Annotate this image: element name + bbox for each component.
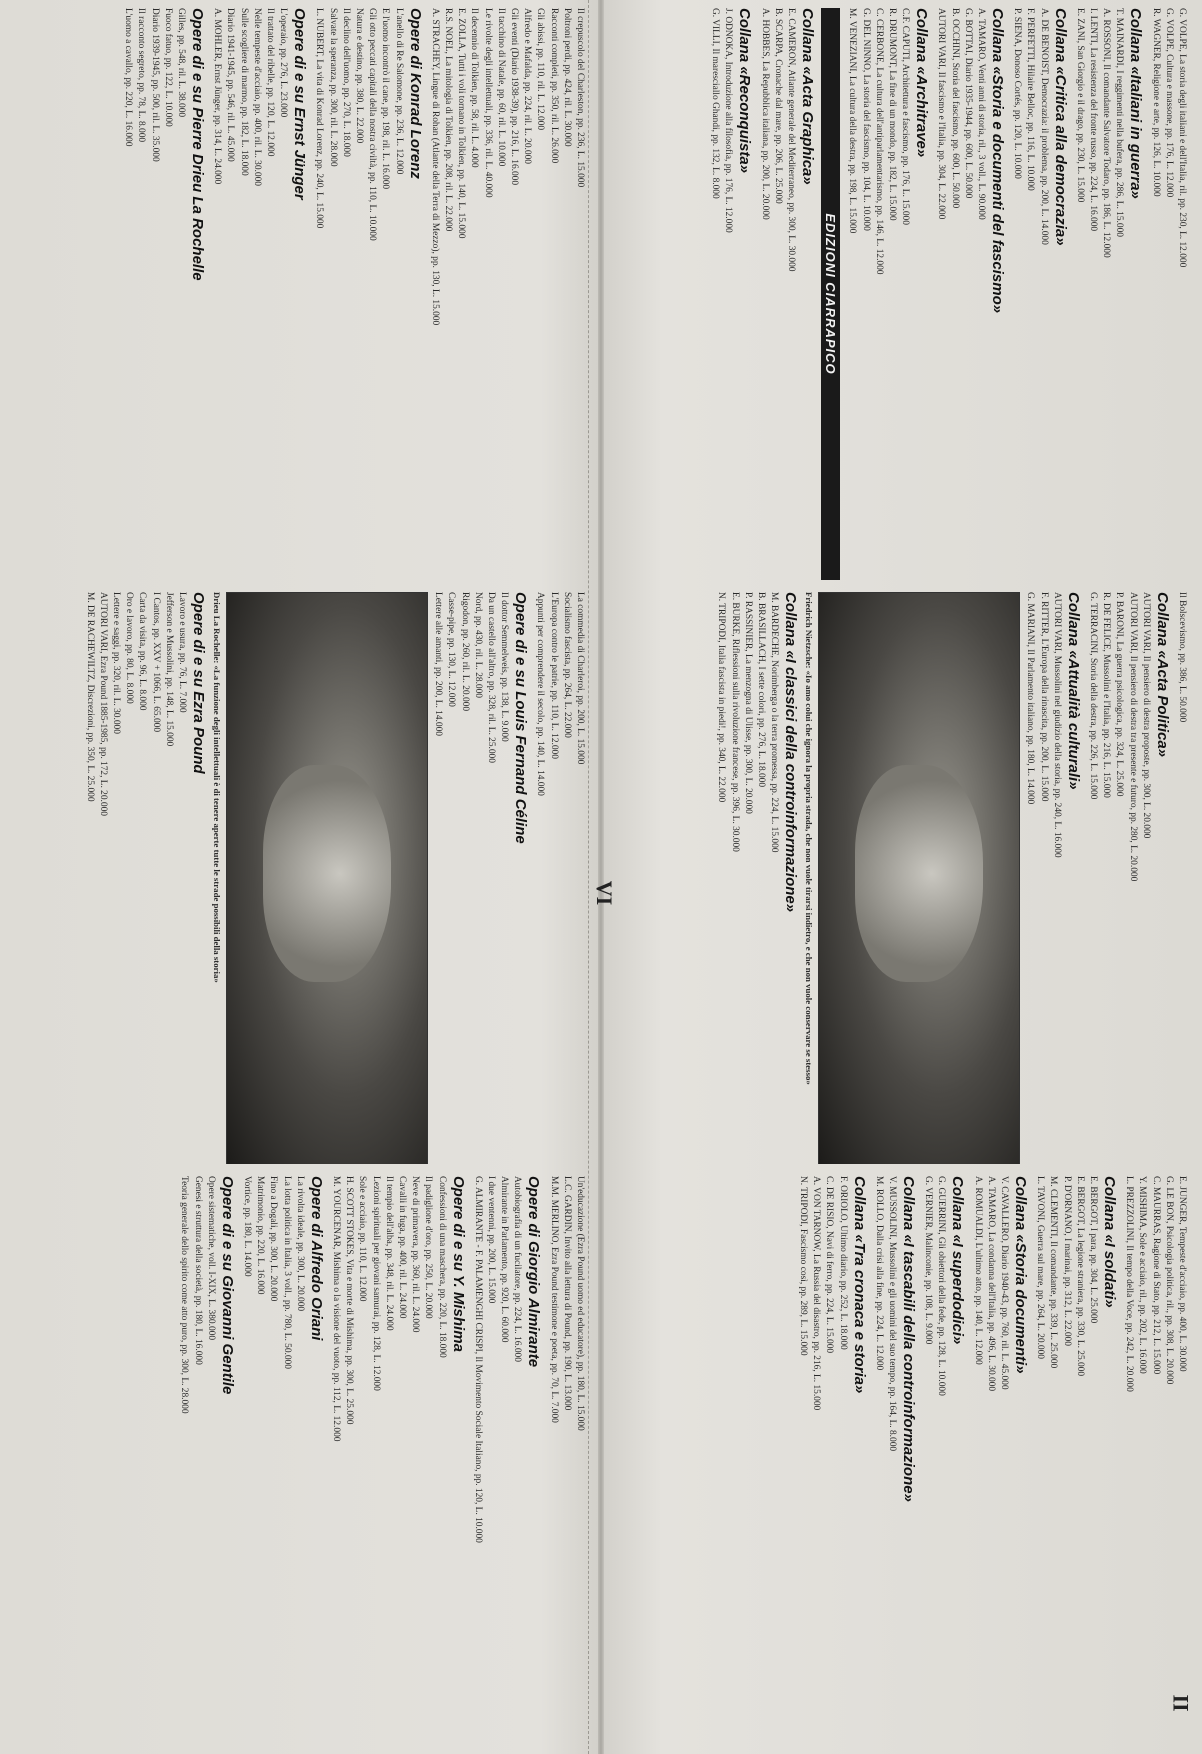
book-entry: Jefferson e Mussolini, pp. 148, L. 15.000: [163, 592, 174, 747]
book-entry: Sole e acciaio, pp. 110, L. 12.000: [357, 1176, 368, 1302]
book-entry: R. DRUMONT, La fine di un mondo, pp. 182, L. 15.000: [886, 8, 897, 221]
left-page-content: [10, 8, 585, 1748]
book-entry: Matrimonio, pp. 220, L. 16.000: [255, 1176, 266, 1295]
book-entry: Il tacchino di Natale, pp. 60, ril. L. 10.000: [495, 8, 506, 167]
book-entry: M. BARDECHE, Norimberga o la terra promessa, pp. 224, L. 15.000: [769, 592, 780, 853]
series-heading: Collana «Italiani in guerra»: [1127, 8, 1145, 199]
book-entry: La rivolta ideale, pp. 300, L. 20.000: [294, 1176, 305, 1312]
book-entry: Socialismo fascista, pp. 264, L. 22.000: [561, 592, 572, 738]
series-heading: Collana «I soldati»: [1100, 1176, 1118, 1308]
book-entry: Il racconto segreto, pp. 78, L. 8.000: [136, 8, 147, 143]
book-entry: E. BERGOT, La legione straniera, pp. 330, L. 25.000: [1074, 1176, 1085, 1377]
book-entry: A. HOBBES, La Repubblica italiana, pp. 200, L. 20.000: [759, 8, 770, 220]
book-entry: G. DEL NINNO, La storia del fascismo, pp. 104, L. 10.000: [860, 8, 871, 231]
book-entry: L'anello di Re Salomone, pp. 236, L. 12.000: [393, 8, 404, 175]
book-entry: C. MAURRAS, Ragione di Stato, pp. 212, L. 15.000: [1150, 1176, 1161, 1375]
book-entry: C. DE RISIO, Navi di ferro, pp. 224, L. 15.000: [824, 1176, 835, 1354]
book-entry: B. SCARPA, Cronache dal mare, pp. 206, L. 25.000: [772, 8, 783, 204]
publisher-banner: EDIZIONI CIARRAPICO: [821, 8, 840, 580]
book-entry: Natura e destino, pp. 380, L. 22.000: [353, 8, 364, 144]
book-entry: AUTORI VARI, Il pensiero di destra proposte, pp. 300, L. 20.000: [1140, 592, 1151, 839]
book-entry: L. PREZZOLINI, Il tempo della Voce, pp. 242, L. 20.000: [1124, 1176, 1135, 1392]
book-entry: Gli otto peccati capitali della nostra civiltà, pp. 110, L. 10.000: [367, 8, 378, 241]
book-entry: Il tempio dell'alba, pp. 348, ril. L. 24.000: [383, 1176, 394, 1331]
book-entry: G. TERRACINI, Storia della destra, pp. 226, L. 15.000: [1087, 592, 1098, 800]
book-entry: A. STRACHEY, Lingue di Rohan (Atlante della Terra di Mezzo), pp. 130, L. 15.000: [429, 8, 440, 326]
book-entry: Appunti per comprendere il secolo, pp. 140, L. 14.000: [535, 592, 546, 796]
book-entry: M. ROLLO, Dalla crisi alla fine, pp. 224, L. 12.000: [873, 1176, 884, 1371]
book-entry: Rigodon, pp. 260, ril. L. 20.000: [459, 592, 470, 712]
book-entry: Autobiografia di un fucilatore, pp. 224, L. 16.000: [512, 1176, 523, 1362]
book-entry: I. LENTI, La resistenza del fronte russo, pp. 224, L. 16.000: [1087, 8, 1098, 232]
book-entry: Oro e lavoro, pp. 80, L. 8.000: [124, 592, 135, 704]
book-entry: M. VENEZIANI, La cultura della destra, pp. 198, L. 15.000: [847, 8, 858, 234]
series-heading: Opere di Giorgio Almirante: [525, 1176, 543, 1368]
right-page: [602, 0, 1202, 1754]
book-entry: AUTORI VARI, Il fascismo e l'Italia, pp. 304, L. 22.000: [936, 8, 947, 220]
book-entry: Nord, pp. 430, ril. L. 28.000: [472, 592, 483, 698]
portrait-face: [855, 765, 983, 982]
book-entry: Fino a Dogali, pp. 300, L. 20.000: [268, 1176, 279, 1302]
book-entry: V. MUSSOLINI, Mussolini e gli uomini del suo tempo, pp. 164, L. 8.000: [886, 1176, 897, 1452]
text-column: [612, 592, 1187, 1164]
book-entry: P. BARONI, La guerra psicologica, pp. 324, L. 25.000: [1114, 592, 1125, 797]
book-entry: I Cantos, pp. XXV + 1066, L. 65.000: [150, 592, 161, 733]
series-heading: Opere di e su Pierre Drieu La Rochelle: [188, 8, 206, 281]
book-entry: T. MAINARDI, I reggimenti nella bufera, pp. 286, L. 15.000: [1114, 8, 1125, 237]
book-entry: R.S. NOEL, La mitologia di Tolkien, pp. 208, ril. L. 22.000: [442, 8, 453, 232]
book-entry: L'Europa contro le patrie, pp. 110, L. 12.000: [548, 592, 559, 759]
book-entry: Lezioni spirituali per giovani samurai, pp. 128, L. 12.000: [370, 1176, 381, 1391]
right-columns: [612, 8, 1187, 1748]
series-heading: Collana «Storia documenti»: [1011, 1176, 1029, 1374]
series-heading: Collana «Critica alla democrazia»: [1051, 8, 1069, 246]
series-heading: Opere di e su Y. Mishima: [449, 1176, 467, 1352]
book-entry: Il dottor Semmelweis, pp. 138, L. 9.000: [499, 592, 510, 742]
series-heading: Collana «I superdodici»: [949, 1176, 967, 1345]
book-entry: I due ventenni, pp. 200, L. 15.000: [485, 1176, 496, 1304]
book-entry: P. SIENA, Donoso Cortés, pp. 120, L. 10.000: [1012, 8, 1023, 179]
book-entry: Teoria generale dello spirito come atto puro, pp. 300, L. 28.000: [179, 1176, 190, 1414]
series-heading: Collana «I tascabili della controinformazione»: [899, 1176, 917, 1502]
series-heading: Collana «Architrave»: [913, 8, 931, 158]
right-page-content: [612, 8, 1187, 1748]
book-entry: Gilles, pp. 548, ril. L. 38.000: [175, 8, 186, 118]
book-entry: M. YOURCENAR, Mishima o la visione del vuoto, pp. 112, L. 12.000: [330, 1176, 341, 1442]
book-entry: Il decennio di Tolkien, pp. 58, ril. L. 4.000: [469, 8, 480, 168]
book-entry: A. TAMARO, La condanna dell'Italia, pp. 496, L. 30.000: [985, 1176, 996, 1392]
book-entry: Lavoro e usura, pp. 76, L. 7.000: [176, 592, 187, 713]
book-entry: Confessioni di una maschera, pp. 220, L. 18.000: [436, 1176, 447, 1358]
book-entry: L. TAVONI, Guerra sul mare, pp. 264, L. 20.000: [1035, 1176, 1046, 1359]
text-column: [10, 8, 585, 580]
book-entry: E l'uomo incontrò il cane, pp. 198, ril. L. 16.000: [380, 8, 391, 190]
book-entry: Almirante in Parlamento, pp. 920, L. 60.000: [499, 1176, 510, 1343]
book-entry: H. SCOTT STOKES, Vita e morte di Mishima, pp. 300, L. 25.000: [344, 1176, 355, 1425]
book-entry: A. MOHLER, Ernst Jünger, pp. 314, L. 24.000: [212, 8, 223, 185]
series-heading: Collana «Tra cronaca e storia»: [850, 1176, 868, 1394]
book-entry: G. GUERRINI, Gli obiettori della fede, pp. 128, L. 10.000: [936, 1176, 947, 1396]
book-entry: N. TRIPODI, Italia fascista in piedi!, pp. 340, L. 22.000: [716, 592, 727, 803]
book-entry: G. BOTTAI, Diario 1935-1944, pp. 600, L. 50.000: [962, 8, 973, 199]
book-entry: G. LE BON, Psicologia politica, ril., pp. 308, L. 20.000: [1163, 1176, 1174, 1385]
book-entry: G. VOLPE, Cultura e massone, pp. 176, L. 12.000: [1163, 8, 1174, 198]
book-entry: E. ZANI, San Giorgio e il drago, pp. 230, L. 15.000: [1074, 8, 1085, 203]
book-entry: M. DE RACHEWILTZ, Discrezioni, pp. 350, L. 25.000: [84, 592, 95, 802]
book-entry: E. CAMERON, Atlante generale del Mediterraneo, pp. 300, L. 30.000: [785, 8, 796, 272]
series-heading: Opere di e su Giovanni Gentile: [218, 1176, 236, 1395]
series-heading: Opere di Konrad Lorenz: [406, 8, 424, 179]
book-entry: Racconti completi, pp. 350, ril. L. 26.000: [548, 8, 559, 164]
left-columns: [10, 8, 585, 1748]
book-entry: L'uomo a cavallo, pp. 220, L. 16.000: [123, 8, 134, 147]
book-entry: A. ROSSONI, Il comandante Salvatore Todaro, pp. 186, L. 12.000: [1101, 8, 1112, 258]
series-heading: Collana «Storia e documenti del fascismo»: [988, 8, 1006, 314]
book-entry: Fuoco fatuo, pp. 122, L. 10.000: [162, 8, 173, 127]
book-entry: Lettere alle amanti, pp. 200, L. 14.000: [433, 592, 444, 736]
book-entry: F. PERFETTI, Hilaire Belloc, pp. 116, L. 10.000: [1025, 8, 1036, 191]
book-entry: P. D'ORNANO, I marinai, pp. 312, L. 22.000: [1061, 1176, 1072, 1346]
book-entry: L. NUBERT, La vita di Konrad Lorenz, pp. 240, L. 15.000: [314, 8, 325, 229]
book-entry: Genesi e struttura della società, pp. 180, L. 16.000: [192, 1176, 203, 1365]
book-entry: L'operaio, pp. 276, L. 23.000: [278, 8, 289, 118]
book-entry: A. DE BENOIST, Democrazia: il problema, pp. 200, L. 14.000: [1038, 8, 1049, 245]
photo-caption: Drieu La Rochelle: «La funzione degli intellettuali è di tenere aperte tutte le strade possibili della storia»: [211, 592, 222, 983]
book-entry: G. MARIANI, Il Parlamento italiano, pp. 180, L. 14.000: [1025, 592, 1036, 805]
book-entry: Alfredo e Mafalda, pp. 224, ril. L. 20.000: [522, 8, 533, 164]
book-entry: AUTORI VARI, Mussolini nel giudizio della storia, pp. 240, L. 16.000: [1051, 592, 1062, 858]
book-entry: E. BURKE, Riflessioni sulla rivoluzione francese, pp. 396, L. 30.000: [729, 592, 740, 852]
book-entry: F. RITTER, L'Europa della rinascita, pp. 200, L. 15.000: [1038, 592, 1049, 802]
book-entry: Un'educazione (Ezra Pound uomo ed educatore), pp. 180, L. 15.000: [575, 1176, 585, 1431]
book-entry: Sulle scogliere di marmo, pp. 182, L. 18.000: [238, 8, 249, 176]
book-entry: Gli abissi, pp. 110, ril. L. 12.000: [535, 8, 546, 131]
book-entry: Poltroni perdi, pp. 424, ril. L. 30.000: [561, 8, 572, 147]
series-heading: Collana «Acta Graphica»: [798, 8, 816, 185]
series-heading: Collana «Attualità culturali»: [1064, 592, 1082, 790]
book-entry: Neve di primavera, pp. 360, ril. L. 24.000: [410, 1176, 421, 1333]
book-entry: AUTORI VARI, Il pensiero di destra tra presente e futuro, pp. 280, L. 20.000: [1127, 592, 1138, 882]
book-entry: L.C. GARDIN, Invito alla lettura di Pound, pp. 190, L. 13.000: [561, 1176, 572, 1411]
book-entry: Il declino dell'uomo, pp. 270, L. 18.000: [340, 8, 351, 157]
book-entry: N. TRIPODI, Fascismo così, pp. 289, L. 15.000: [797, 1176, 808, 1356]
book-entry: J. ODNOKA, Introduzione alla filosofia, pp. 176, L. 12.000: [723, 8, 734, 233]
book-entry: B. BRASILLACH, I sette colori, pp. 276, L. 18.000: [755, 592, 766, 788]
book-entry: Y. MISHIMA, Sole e acciaio, ril., pp. 202, L. 16.000: [1137, 1176, 1148, 1374]
book-entry: M. CLEMENTI, Il comandante, pp. 339, L. 25.000: [1048, 1176, 1059, 1369]
book-entry: Cavalli in fuga, pp. 400, ril. L. 24.000: [396, 1176, 407, 1319]
book-entry: Il crepuscolo del Charleston, pp. 236, L. 15.000: [575, 8, 585, 188]
book-entry: G. VILLI, Il maresciallo Ghandi, pp. 132, L. 8.000: [710, 8, 721, 199]
text-column: [10, 1176, 585, 1748]
series-heading: Collana «I classici della controinformazione»: [782, 592, 800, 913]
book-entry: C. CERBONE, La cultura dell'antiparlamentarismo, pp. 146, L. 12.000: [873, 8, 884, 275]
book-entry: La commedia di Charleroi, pp. 200, L. 15.000: [575, 592, 585, 765]
book-entry: AUTORI VARI, Ezra Pound 1885-1985, pp. 172, L. 20.000: [97, 592, 108, 816]
book-entry: P. RASSINIER, La menzogna di Ulisse, pp. 300, L. 20.000: [742, 592, 753, 814]
book-entry: G. VERNIER, Malinconie, pp. 108, L. 9.000: [923, 1176, 934, 1345]
book-entry: R. WAGNER, Religione e arte, pp. 126, L. 10.000: [1150, 8, 1161, 197]
book-entry: C.F. CAPUTI, Architettura e fascismo, pp. 176, L. 15.000: [900, 8, 911, 225]
book-entry: Le rivolte degli intellettuali, pp. 336, ril. L. 40.000: [482, 8, 493, 198]
series-heading: Opere di e su Ezra Pound: [189, 592, 207, 774]
book-entry: E. BERGOT, I para, pp. 304, L. 25.000: [1087, 1176, 1098, 1324]
book-entry: F. ORIOLO, Ultimo diario, pp. 252, L. 18.000: [837, 1176, 848, 1350]
book-entry: M.M. MERLINO, Ezra Pound testimone e poeta, pp. 70, L. 7.000: [548, 1176, 559, 1423]
book-entry: Lettere e saggi, pp. 320, ril. L. 30.000: [110, 592, 121, 734]
book-entry: La lotta politica in Italia, 3 voll., pp. 780, L. 50.000: [281, 1176, 292, 1369]
book-entry: Nelle tempeste d'acciaio, pp. 400, ril. L. 30.000: [251, 8, 262, 186]
text-column: [10, 592, 585, 1164]
book-entry: Carta da visita, pp. 96, L. 8.000: [137, 592, 148, 711]
page-number-right: II: [1168, 1694, 1194, 1712]
photo-block: [212, 592, 428, 1164]
book-entry: Il trattato del ribelle, pp. 120, L. 12.000: [264, 8, 275, 157]
portrait-face: [263, 765, 391, 982]
book-entry: A. ROMUALDI, L'ultimo atto, pp. 140, L. 12.000: [972, 1176, 983, 1365]
series-heading: Opere di e su Louis Fernand Céline: [512, 592, 530, 844]
portrait-photo: [226, 592, 428, 1164]
book-entry: E. JÜNGER, Tempeste d'acciaio, pp. 400, L. 30.000: [1177, 1176, 1187, 1372]
book-entry: Gli eventi (Diario 1938-39), pp. 216, L. 16.000: [508, 8, 519, 186]
photo-caption: Friedrich Nietzsche: «Io amo colui che ignora la propria strada, che non vuole tirarsi indietro, e che non vuole conservare se stesso»: [804, 592, 815, 1085]
book-entry: R. DE FELICE, Mussolini e l'Italia, pp. 216, L. 15.000: [1101, 592, 1112, 798]
book-entry: B. OCCHINI, Storia del fascismo, pp. 600, L. 50.000: [949, 8, 960, 209]
book-entry: Diario 1939-1945, pp. 500, ril. L. 35.000: [149, 8, 160, 162]
page-number-left: VI: [592, 880, 618, 906]
text-column: [612, 1176, 1187, 1748]
book-entry: Opere sistematiche, voll. I-XIX, L. 380.000: [205, 1176, 216, 1341]
left-page: [0, 0, 600, 1754]
photo-block: [804, 592, 1020, 1164]
book-entry: Il padiglione d'oro, pp. 250, L. 20.000: [423, 1176, 434, 1319]
book-entry: E. ZOLLA, Tutti i voli tornano in Tolkien, pp. 140, L. 15.000: [456, 8, 467, 239]
book-entry: G. ALMIRANTE - F. PALAMENGHI CRISPI, Il Movimento Sociale Italiano, pp. 120, L. 10.000: [472, 1176, 483, 1543]
book-entry: Il Bolscevismo, pp. 386, L. 50.000: [1177, 592, 1187, 723]
book-entry: Salvate la speranza, pp. 300, ril. L. 28.000: [327, 8, 338, 167]
series-heading: Opere di e su Ernst Jünger: [291, 8, 309, 200]
series-heading: Collana «Reconquista»: [736, 8, 754, 174]
text-column: [612, 8, 1187, 580]
series-heading: Opere di Alfredo Oriani: [307, 1176, 325, 1341]
book-entry: Da un castello all'altro, pp. 328, ril. L. 25.000: [485, 592, 496, 763]
book-entry: G. VOLPE, La storia degli italiani e dell'Italia, ril. pp. 230, L. 12.000: [1177, 8, 1187, 268]
series-heading: Collana «Acta Politica»: [1153, 592, 1171, 758]
cut-line: [588, 0, 589, 1754]
book-entry: A. TAMARO, Venti anni di storia, ril., 3 voll., L. 90.000: [975, 8, 986, 220]
book-entry: Diario 1941-1945, pp. 546, ril. L. 45.000: [225, 8, 236, 162]
book-entry: V. CAVALLERO, Diario 1940-43, pp. 760, ril. L. 45.000: [998, 1176, 1009, 1390]
portrait-photo: [818, 592, 1020, 1164]
book-entry: Casse-pipe, pp. 130, L. 12.000: [446, 592, 457, 707]
book-entry: A. VON TARNOW, La Russia del disastro, pp. 216, L. 15.000: [811, 1176, 822, 1411]
book-entry: Vortice, pp. 180, L. 14.000: [241, 1176, 252, 1277]
